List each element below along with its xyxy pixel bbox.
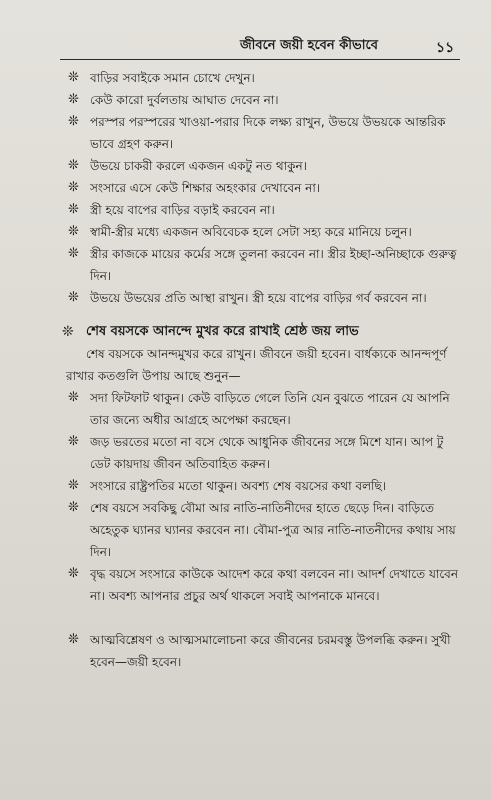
bullet-icon: ❊ — [68, 290, 79, 305]
list-item: স্ত্রীর কাজকে মায়ের কর্মের সঙ্গে তুলনা করবেন না। স্ত্রীর ইচ্ছা-অনিচ্ছাকে গুরুত্ব দিন। — [90, 247, 457, 283]
list-item: স্বামী-স্ত্রীর মধ্যে একজন অবিবেচক হলে সেটা সহ্য করে মানিয়ে চলুন। — [90, 225, 412, 239]
bullet-icon: ❊ — [68, 202, 79, 217]
list-item: বাড়ির সবাইকে সমান চোখে দেখুন। — [90, 71, 255, 85]
list-item: স্ত্রী হয়ে বাপের বাড়ির বড়াই করবেন না। — [90, 203, 275, 217]
list-item: সংসারে রাষ্ট্রপতির মতো থাকুন। অবশ্য শেষ বয়সের কথা বলছি। — [90, 479, 387, 493]
bullet-icon: ❊ — [68, 500, 79, 515]
section-bullet-icon: ❊ — [62, 324, 74, 340]
list-item: আত্মবিশ্লেষণ ও আত্মসমালোচনা করে জীবনের চরমবস্তু উপলব্ধি করুন। সুখী হবেন—জয়ী হবেন। — [90, 633, 451, 669]
running-header — [60, 34, 460, 60]
list-item: কেউ কারো দুর্বলতায় আঘাত দেবেন না। — [90, 93, 279, 107]
list-item: উভয়ে উভয়ের প্রতি আস্থা রাখুন। স্ত্রী হয়ে বাপের বাড়ির গর্ব করবেন না। — [90, 291, 427, 305]
list-item: জড় ভরতের মতো না বসে থেকে আধুনিক জীবনের সঙ্গে মিশে যান। আপ টু ডেট কায়দায় জীবন অতিবাহিত করুন। — [90, 435, 444, 471]
bullet-icon: ❊ — [68, 158, 79, 173]
list-item: পরস্পর পরস্পরের খাওয়া-পরার দিকে লক্ষ্য রাখুন, উভয়ে উভয়কে আন্তরিক ভাবে গ্রহণ করুন। — [90, 115, 446, 151]
bullet-icon: ❊ — [68, 390, 79, 405]
bullet-icon: ❊ — [68, 92, 79, 107]
list-item: শেষ বয়সে সবকিছু বৌমা আর নাতি-নাতিনীদের হাতে ছেড়ে দিন। বাড়িতে অহেতুক ঘ্যানর ঘ্যানর করবেন না। বৌমা-পুত্র আর নাতি-নাতনীদের কথায় সায় দিন। — [90, 501, 456, 559]
bullet-icon: ❊ — [68, 632, 79, 647]
section-intro: শেষ বয়সকে আনন্দমুখর করে রাখুন। জীবনে জয়ী হবেন। বার্ধক্যকে আনন্দপূর্ণ রাখার কতগুলি উপায় আছে শুনুন— — [66, 347, 447, 383]
page-number: ১১ — [436, 40, 455, 56]
bullet-icon: ❊ — [68, 224, 79, 239]
bullet-icon: ❊ — [68, 478, 79, 493]
header-title: জীবনে জয়ী হবেন কীভাবে — [240, 38, 378, 53]
bullet-icon: ❊ — [68, 70, 79, 85]
bullet-icon: ❊ — [68, 246, 79, 261]
list-item: সদা ফিটফাট থাকুন। কেউ বাড়িতে গেলে তিনি যেন বুঝতে পারেন যে আপনি তার জন্যে অধীর আগ্রহে অপেক্ষা করছেন। — [90, 391, 450, 427]
list-item: বৃদ্ধ বয়সে সংসারে কাউকে আদেশ করে কথা বলবেন না। আদর্শ দেখাতে যাবেন না। অবশ্য আপনার প্রচুর অর্থ থাকলে সবাই আপনাকে মানবে। — [90, 567, 459, 603]
section-heading: শেষ বয়সকে আনন্দে মুখর করে রাখাই শ্রেষ্ঠ জয় লাভ — [86, 324, 359, 339]
list-item: সংসারে এসে কেউ শিক্ষার অহংকার দেখাবেন না। — [90, 181, 321, 195]
bullet-icon: ❊ — [68, 566, 79, 581]
bullet-icon: ❊ — [68, 180, 79, 195]
list-item: উভয়ে চাকরী করলে একজন একটু নত থাকুন। — [90, 159, 307, 173]
bullet-icon: ❊ — [68, 434, 79, 449]
bullet-icon: ❊ — [68, 114, 79, 129]
header-rule — [60, 59, 460, 60]
